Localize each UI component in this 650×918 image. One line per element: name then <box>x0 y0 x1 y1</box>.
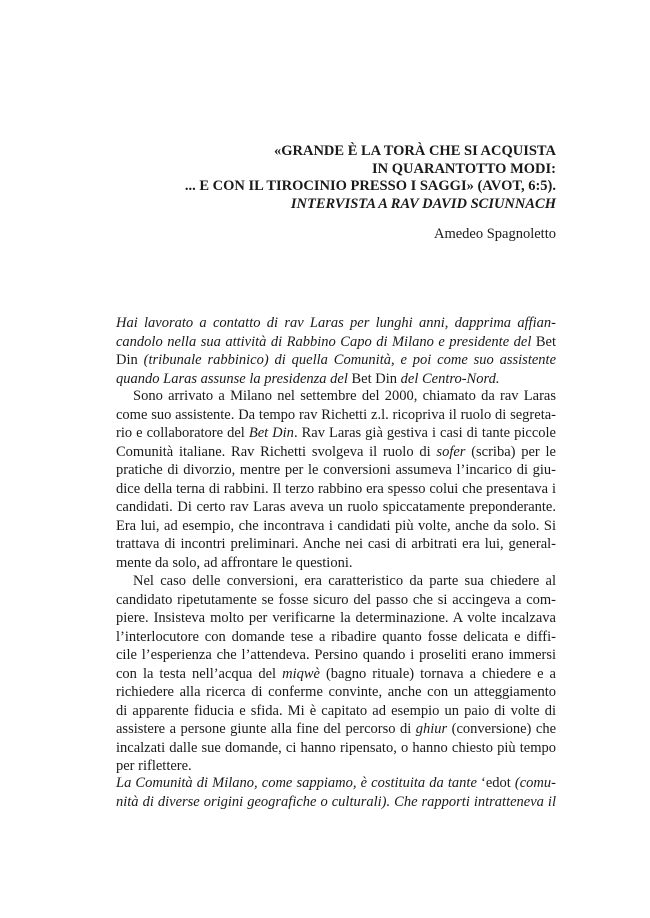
question-text: quando Laras assunse la presidenza del <box>116 370 352 387</box>
answer-text: con la testa nell’acqua del <box>116 665 283 682</box>
question-line: nità di diverse origini geografiche o culturali). Che rapporti intratteneva il <box>116 793 556 810</box>
answer-text: Comunità italiane. Rav Richetti svolgeva il ruolo di <box>116 443 437 460</box>
term-bet-din: Bet Din <box>351 370 398 387</box>
answer-line: mente da solo, ad affrontare le questioni. <box>116 554 353 571</box>
title-line: IN QUARANTOTTO MODI: <box>372 160 556 177</box>
answer-text: rio e collaboratore del <box>116 425 249 441</box>
answer-line: cile l’esperienza che l’attendeva. Persino quando i proseliti erano immersi <box>116 647 556 663</box>
question-text: del Centro-Nord. <box>397 370 500 387</box>
answer-line <box>116 424 556 443</box>
author-name: Amedeo Spagnoletto <box>433 226 556 242</box>
answer-line: candidati. Di certo rav Laras aveva un ruolo spiccatamente preponderante. <box>116 499 556 515</box>
answer-line: come suo assistente. Da tempo rav Richetti z.l. ricopriva il ruolo di segreta- <box>116 406 556 423</box>
question-line: Hai lavorato a contatto di rav Laras per lunghi anni, dapprima affian- <box>116 315 556 331</box>
answer-text: . Rav Laras già gestiva i casi di tante piccole <box>293 425 556 441</box>
answer-line: richiedere alla ricerca di conferme convinte, anche con un atteggiamento <box>116 684 556 700</box>
answer-text: (bagno rituale) tornava a chiedere e a <box>319 665 556 682</box>
title-line: «GRANDE È LA TORÀ CHE SI ACQUISTA <box>273 143 556 159</box>
term-ghiur: ghiur <box>415 721 448 737</box>
term-miqwe: miqwè <box>282 665 320 682</box>
term-sofer: sofer <box>436 443 466 460</box>
question-text: candolo nella sua attività di Rabbino Capo di Milano e presidente del <box>116 333 536 350</box>
answer-text: (conversione) che <box>447 721 556 737</box>
question-line <box>116 351 556 370</box>
question-line <box>116 333 556 352</box>
answer-line: incalzati dalle sue domande, ci hanno ripensato, o hanno chiesto più tempo <box>116 739 556 756</box>
answer-line: Sono arrivato a Milano nel settembre del 2000, chiamato da rav Laras <box>133 388 556 404</box>
answer-line: Nel caso delle conversioni, era caratteristico da parte sua chiedere al <box>133 573 556 589</box>
question-text: (tribunale rabbinico) di quella Comunità, e poi come suo assistente <box>137 352 556 368</box>
question-text: (comu- <box>510 775 556 791</box>
term-bet-din: Bet <box>535 333 556 350</box>
term-edot: ‘edot <box>481 775 511 791</box>
question-line <box>116 774 556 793</box>
question-line <box>116 370 556 389</box>
answer-line <box>116 665 556 684</box>
answer-line: candidato ripetutamente se fosse sicuro del passo che si accingeva a com- <box>116 591 556 608</box>
interview-answer <box>116 387 556 776</box>
answer-line: l’interlocutore con domande tese a ribadire quanto fosse delicata e diffi- <box>116 628 556 645</box>
term-bet-din: Din <box>116 352 138 368</box>
interview-question-1 <box>116 314 556 388</box>
answer-line: pratiche di divorzio, mentre per le conversioni assumeva l’incarico di giu- <box>116 462 556 478</box>
term-bet-din: Bet Din <box>248 425 294 441</box>
answer-line: di apparente fiducia e sfida. Mi è capitato ad esempio un paio di volte di <box>116 702 556 719</box>
title-line: ... E CON IL TIROCINIO PRESSO I SAGGI» (AVOT, 6:5). <box>184 178 556 194</box>
answer-line: per riflettere. <box>116 758 192 774</box>
interview-question-2 <box>116 774 556 811</box>
answer-line: trattava di incontri preliminari. Anche nei casi di arbitrati era lui, general- <box>116 536 556 552</box>
answer-line: piere. Insisteva molto per verificarne la determinazione. A volte incalzava <box>116 610 556 626</box>
answer-text: (scriba) per le <box>465 443 556 460</box>
article-title <box>96 143 556 213</box>
title-subtitle-line: INTERVISTA A RAV DAVID SCIUNNACH <box>290 195 556 212</box>
answer-line: dice della terna di rabbini. Il terzo rabbino era spesso colui che presentava i <box>116 480 556 497</box>
answer-line <box>116 443 556 462</box>
answer-line <box>116 720 556 739</box>
answer-text: assistere a persone giunte alla fine del percorso di <box>116 721 416 737</box>
question-text: La Comunità di Milano, come sappiamo, è costituita da tante <box>116 775 481 791</box>
answer-line: Era lui, ad esempio, che incontrava i candidati più volte, anche da solo. Si <box>116 517 556 534</box>
